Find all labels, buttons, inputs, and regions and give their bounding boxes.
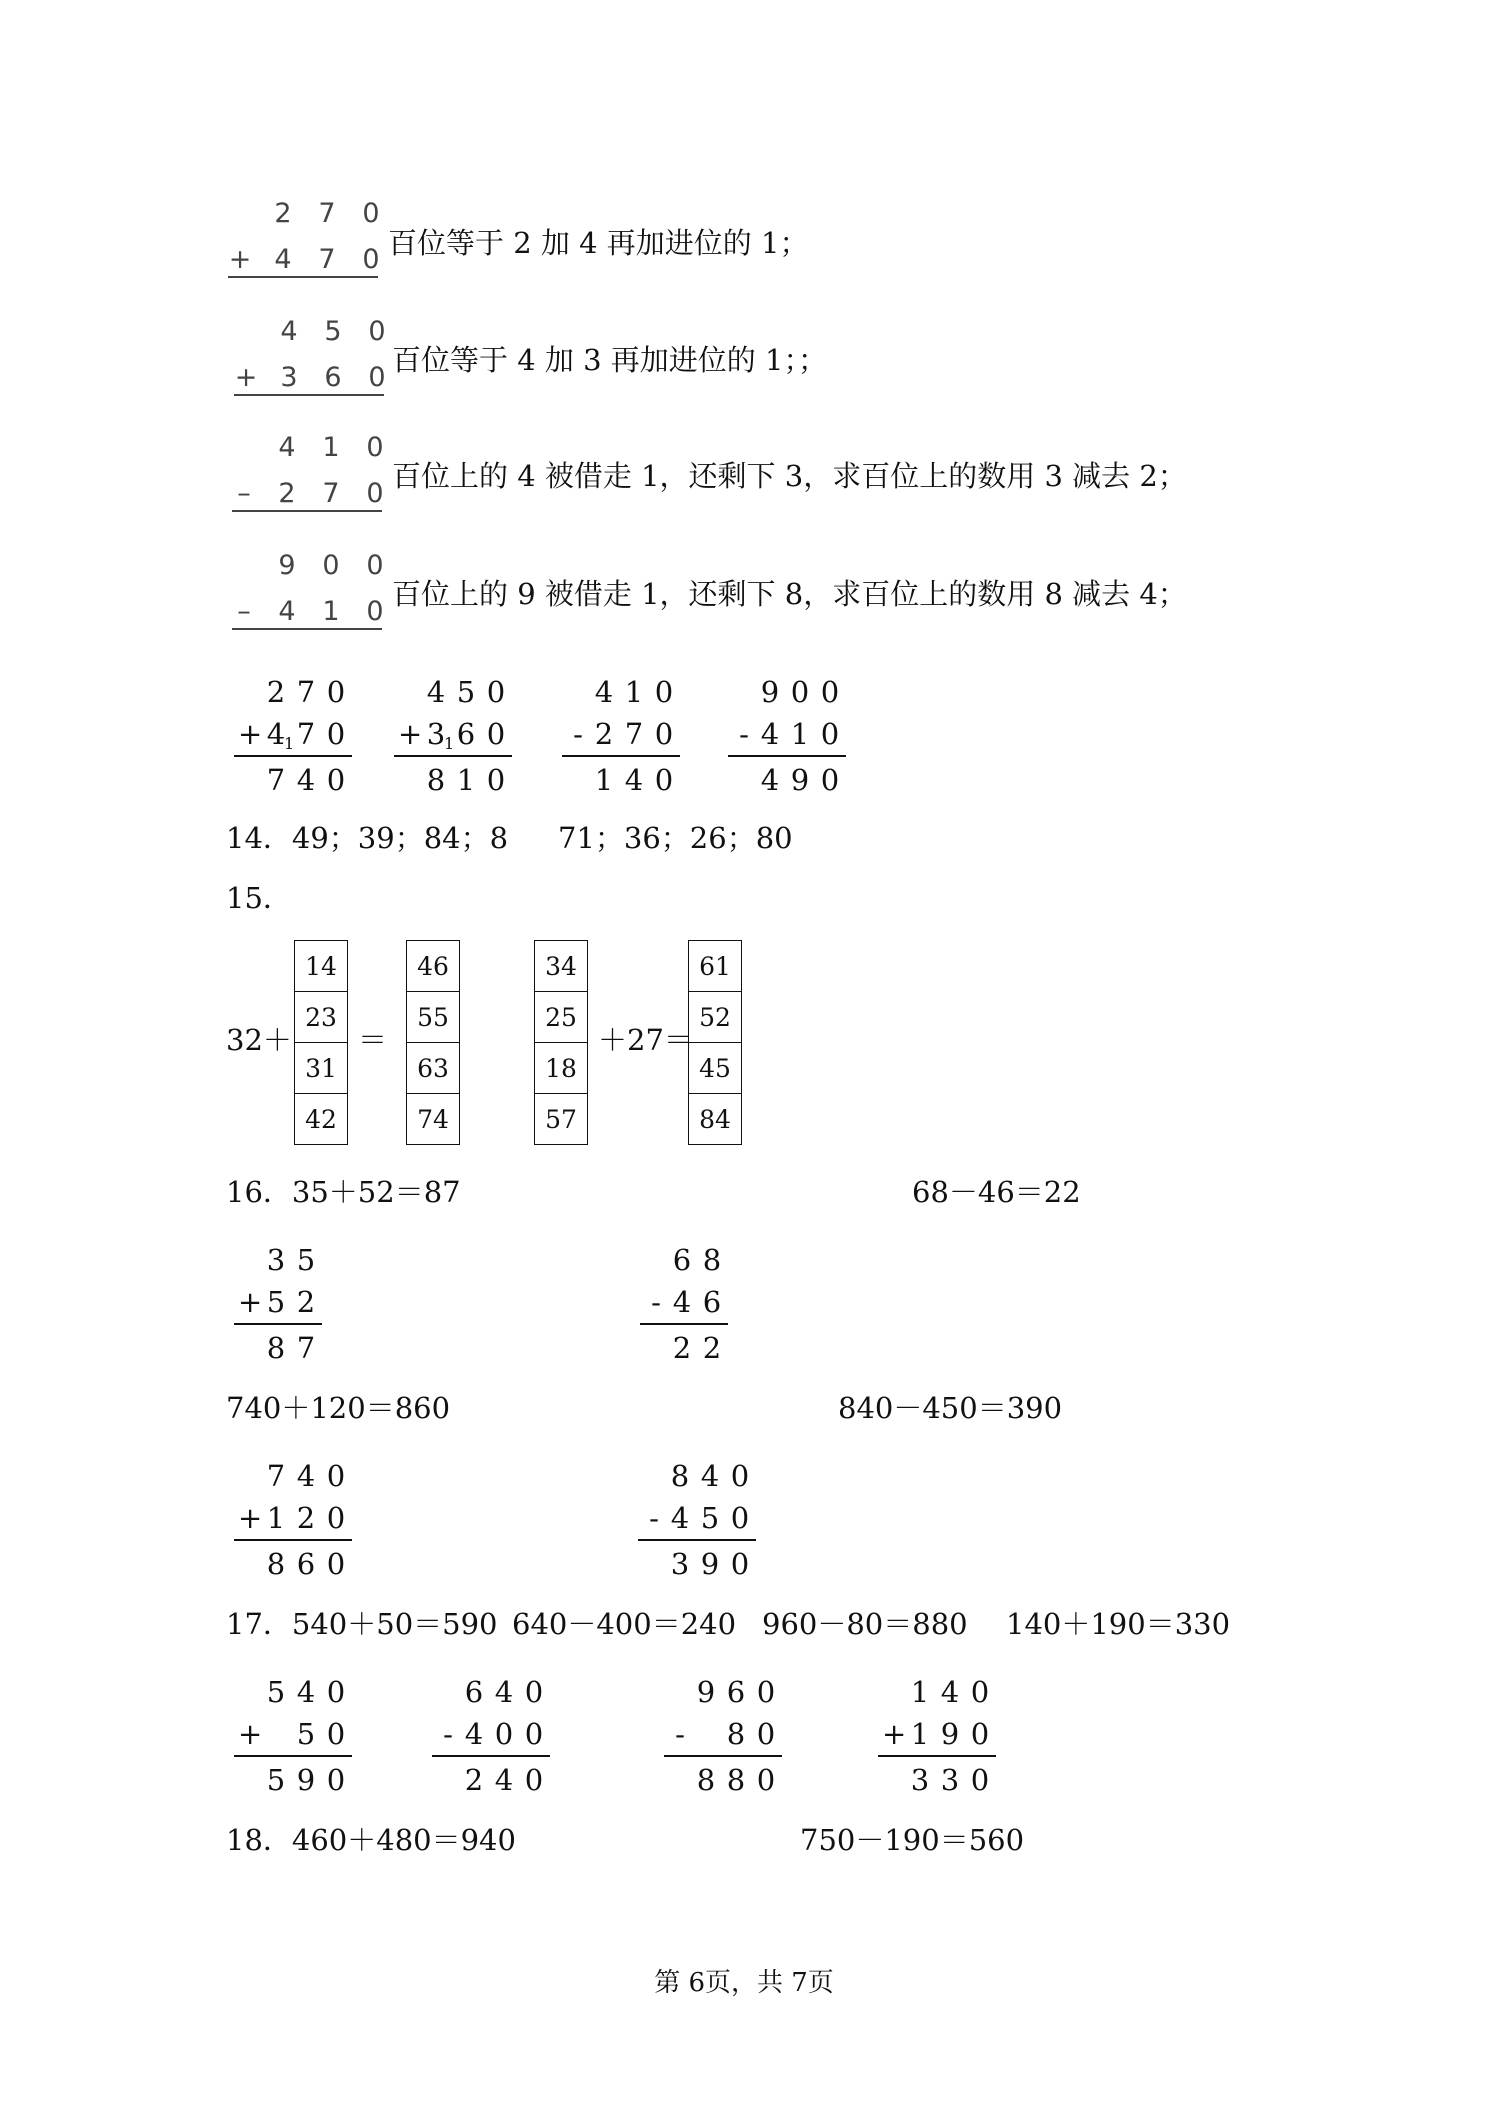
- digit: 6: [456, 717, 476, 751]
- digit: 9: [296, 1763, 316, 1797]
- q18-equation-2: 750－190＝560: [800, 1823, 1025, 1857]
- sum-line: [234, 1539, 352, 1541]
- operator: -: [649, 1501, 659, 1535]
- digit: 0: [486, 763, 506, 797]
- digit: 0: [756, 1675, 776, 1709]
- box-cell: 61: [689, 941, 741, 992]
- operator: -: [443, 1717, 453, 1751]
- digit: 8: [726, 1763, 746, 1797]
- digit: 9: [696, 1675, 716, 1709]
- q15-middle: ＋27＝: [598, 1023, 693, 1057]
- digit: 0: [730, 1501, 750, 1535]
- digit: 0: [524, 1717, 544, 1751]
- digit: 4: [296, 1675, 316, 1709]
- sum-line: [638, 1539, 756, 1541]
- digit: 1: [266, 1501, 286, 1535]
- operator: +: [238, 1717, 263, 1751]
- operator: -: [573, 717, 583, 751]
- box-cell: 42: [305, 1104, 337, 1134]
- q15-label: 15．: [226, 881, 292, 915]
- digit: 1: [456, 763, 476, 797]
- operator: +: [882, 1717, 907, 1751]
- digit: 3: [670, 1547, 690, 1581]
- sum-line: [664, 1755, 782, 1757]
- digit: 0: [326, 717, 346, 751]
- box-cell: 55: [407, 992, 459, 1043]
- digit: 4: [624, 763, 644, 797]
- digit: 8: [266, 1547, 286, 1581]
- operator: +: [234, 362, 258, 393]
- box-cell: 52: [689, 992, 741, 1043]
- box-cell: 74: [417, 1104, 449, 1134]
- digit: 3: [266, 1243, 286, 1277]
- digit: 9: [940, 1717, 960, 1751]
- digit: 5: [266, 1675, 286, 1709]
- digit: 0: [326, 675, 346, 709]
- q15-column-d: [688, 940, 742, 1145]
- sum-line: [232, 628, 382, 630]
- operator: -: [675, 1717, 685, 1751]
- digit: 0: [820, 675, 840, 709]
- digit: 3: [940, 1763, 960, 1797]
- digit: 7: [318, 244, 336, 275]
- operator: +: [398, 717, 423, 751]
- digit: 5: [266, 1763, 286, 1797]
- digit: 4: [464, 1717, 484, 1751]
- sum-line: [562, 755, 680, 757]
- digit: 8: [726, 1717, 746, 1751]
- digit: 2: [672, 1331, 692, 1365]
- digit: 5: [296, 1243, 316, 1277]
- digit: 2: [296, 1501, 316, 1535]
- digit: 0: [366, 550, 384, 581]
- digit: 0: [366, 478, 384, 509]
- operator: -: [651, 1285, 661, 1319]
- digit: 0: [494, 1717, 514, 1751]
- digit: 0: [326, 1501, 346, 1535]
- digit: 6: [324, 362, 342, 393]
- digit: 4: [670, 1501, 690, 1535]
- digit: 0: [326, 1717, 346, 1751]
- digit: 1: [790, 717, 810, 751]
- digit: 4: [700, 1459, 720, 1493]
- digit: 0: [970, 1763, 990, 1797]
- digit: 0: [654, 763, 674, 797]
- digit: 0: [368, 316, 386, 347]
- digit: 4: [672, 1285, 692, 1319]
- digit: 0: [654, 675, 674, 709]
- digit: 0: [970, 1717, 990, 1751]
- page-footer: 第 6页，共 7页: [654, 1968, 834, 1998]
- digit: 5: [700, 1501, 720, 1535]
- digit: 4: [760, 717, 780, 751]
- sum-line: [640, 1323, 728, 1325]
- sum-line: [432, 1755, 550, 1757]
- digit: 7: [296, 1331, 316, 1365]
- sum-line: [394, 755, 512, 757]
- q15-column-b: [406, 940, 460, 1145]
- q17-equation-1: 17．540＋50＝590: [226, 1607, 498, 1641]
- digit: 2: [274, 198, 292, 229]
- box-cell: 84: [699, 1104, 731, 1134]
- q16-equation-4: 840－450＝390: [838, 1391, 1063, 1425]
- digit: 4: [296, 1459, 316, 1493]
- digit: 9: [278, 550, 296, 581]
- q17-equation-2: 640－400＝240: [512, 1607, 737, 1641]
- digit: 0: [820, 717, 840, 751]
- digit: 3: [426, 717, 446, 751]
- digit: 8: [670, 1459, 690, 1493]
- box-cell: 34: [535, 941, 587, 992]
- q15-equals: ＝: [358, 1023, 388, 1057]
- operator: –: [237, 596, 251, 627]
- digit: 7: [624, 717, 644, 751]
- digit: 9: [790, 763, 810, 797]
- note-1: 百位等于 2 加 4 再加进位的 1；: [388, 226, 809, 260]
- sum-line: [228, 276, 378, 278]
- digit: 9: [760, 675, 780, 709]
- digit: 0: [524, 1763, 544, 1797]
- digit: 1: [910, 1675, 930, 1709]
- digit: 6: [296, 1547, 316, 1581]
- q15-column-a: [294, 940, 348, 1145]
- digit: 3: [910, 1763, 930, 1797]
- sum-line: [234, 1323, 322, 1325]
- digit: 0: [486, 717, 506, 751]
- note-2: 百位等于 4 加 3 再加进位的 1；；: [392, 343, 827, 377]
- digit: 1: [322, 432, 340, 463]
- digit: 1: [624, 675, 644, 709]
- box-cell: 25: [535, 992, 587, 1043]
- sum-line: [232, 510, 382, 512]
- digit: 2: [296, 1285, 316, 1319]
- box-cell: 31: [295, 1043, 347, 1094]
- digit: 7: [296, 717, 316, 751]
- digit: 4: [426, 675, 446, 709]
- digit: 2: [594, 717, 614, 751]
- operator: +: [238, 717, 263, 751]
- digit: 4: [940, 1675, 960, 1709]
- digit: 0: [524, 1675, 544, 1709]
- digit: 0: [326, 1459, 346, 1493]
- q14-answers-left: 14．49；39；84；8: [226, 821, 509, 855]
- digit: 0: [326, 1763, 346, 1797]
- digit: 7: [266, 763, 286, 797]
- digit: 5: [296, 1717, 316, 1751]
- digit: 0: [756, 1763, 776, 1797]
- q17-equation-4: 140＋190＝330: [1006, 1607, 1231, 1641]
- digit: 2: [266, 675, 286, 709]
- digit: 9: [700, 1547, 720, 1581]
- digit: 4: [274, 244, 292, 275]
- q15-prefix: 32＋: [226, 1023, 292, 1057]
- digit: 0: [326, 763, 346, 797]
- digit: 0: [362, 244, 380, 275]
- note-3: 百位上的 4 被借走 1，还剩下 3，求百位上的数用 3 减去 2；: [392, 459, 1187, 493]
- digit: 5: [324, 316, 342, 347]
- digit: 7: [266, 1459, 286, 1493]
- box-cell: 63: [407, 1043, 459, 1094]
- operator: -: [739, 717, 749, 751]
- digit: 7: [322, 478, 340, 509]
- digit: 0: [366, 596, 384, 627]
- q16-equation-3: 740＋120＝860: [226, 1391, 451, 1425]
- q17-equation-3: 960－80＝880: [762, 1607, 968, 1641]
- digit: 0: [366, 432, 384, 463]
- digit: 7: [296, 675, 316, 709]
- digit: 0: [326, 1547, 346, 1581]
- digit: 6: [702, 1285, 722, 1319]
- digit: 1: [594, 763, 614, 797]
- digit: 1: [910, 1717, 930, 1751]
- box-cell: 18: [535, 1043, 587, 1094]
- box-cell: 46: [407, 941, 459, 992]
- digit: 8: [426, 763, 446, 797]
- sum-line: [234, 394, 384, 396]
- digit: 0: [730, 1459, 750, 1493]
- digit: 6: [672, 1243, 692, 1277]
- digit: 5: [266, 1285, 286, 1319]
- digit: 5: [456, 675, 476, 709]
- digit: 0: [486, 675, 506, 709]
- q18-equation-1: 18．460＋480＝940: [226, 1823, 516, 1857]
- carry-mark: 1: [444, 734, 455, 753]
- sum-line: [234, 755, 352, 757]
- q14-answers-right: 71；36；26；80: [558, 821, 793, 855]
- digit: 2: [464, 1763, 484, 1797]
- digit: 4: [278, 596, 296, 627]
- digit: 4: [278, 432, 296, 463]
- digit: 2: [702, 1331, 722, 1365]
- digit: 8: [266, 1331, 286, 1365]
- digit: 1: [322, 596, 340, 627]
- digit: 0: [970, 1675, 990, 1709]
- digit: 4: [494, 1675, 514, 1709]
- digit: 2: [278, 478, 296, 509]
- digit: 4: [296, 763, 316, 797]
- q16-equation-1: 16．35＋52＝87: [226, 1175, 461, 1209]
- q15-column-c: [534, 940, 588, 1145]
- digit: 0: [790, 675, 810, 709]
- digit: 4: [280, 316, 298, 347]
- digit: 3: [280, 362, 298, 393]
- digit: 4: [760, 763, 780, 797]
- box-cell: 45: [689, 1043, 741, 1094]
- box-cell: 57: [545, 1104, 577, 1134]
- operator: –: [237, 478, 251, 509]
- digit: 0: [362, 198, 380, 229]
- carry-mark: 1: [284, 734, 295, 753]
- digit: 6: [726, 1675, 746, 1709]
- digit: 4: [594, 675, 614, 709]
- digit: 0: [326, 1675, 346, 1709]
- digit: 8: [696, 1763, 716, 1797]
- digit: 8: [702, 1243, 722, 1277]
- sum-line: [878, 1755, 996, 1757]
- note-4: 百位上的 9 被借走 1，还剩下 8，求百位上的数用 8 减去 4；: [392, 577, 1187, 611]
- digit: 6: [464, 1675, 484, 1709]
- sum-line: [728, 755, 846, 757]
- operator: +: [238, 1285, 263, 1319]
- digit: 0: [730, 1547, 750, 1581]
- digit: 0: [820, 763, 840, 797]
- digit: 0: [654, 717, 674, 751]
- digit: 4: [494, 1763, 514, 1797]
- box-cell: 23: [295, 992, 347, 1043]
- digit: 0: [756, 1717, 776, 1751]
- operator: +: [238, 1501, 263, 1535]
- operator: +: [228, 244, 252, 275]
- box-cell: 14: [295, 941, 347, 992]
- digit: 0: [368, 362, 386, 393]
- q16-equation-2: 68－46＝22: [912, 1175, 1081, 1209]
- sum-line: [234, 1755, 352, 1757]
- digit: 7: [318, 198, 336, 229]
- digit: 0: [322, 550, 340, 581]
- digit: 4: [266, 717, 286, 751]
